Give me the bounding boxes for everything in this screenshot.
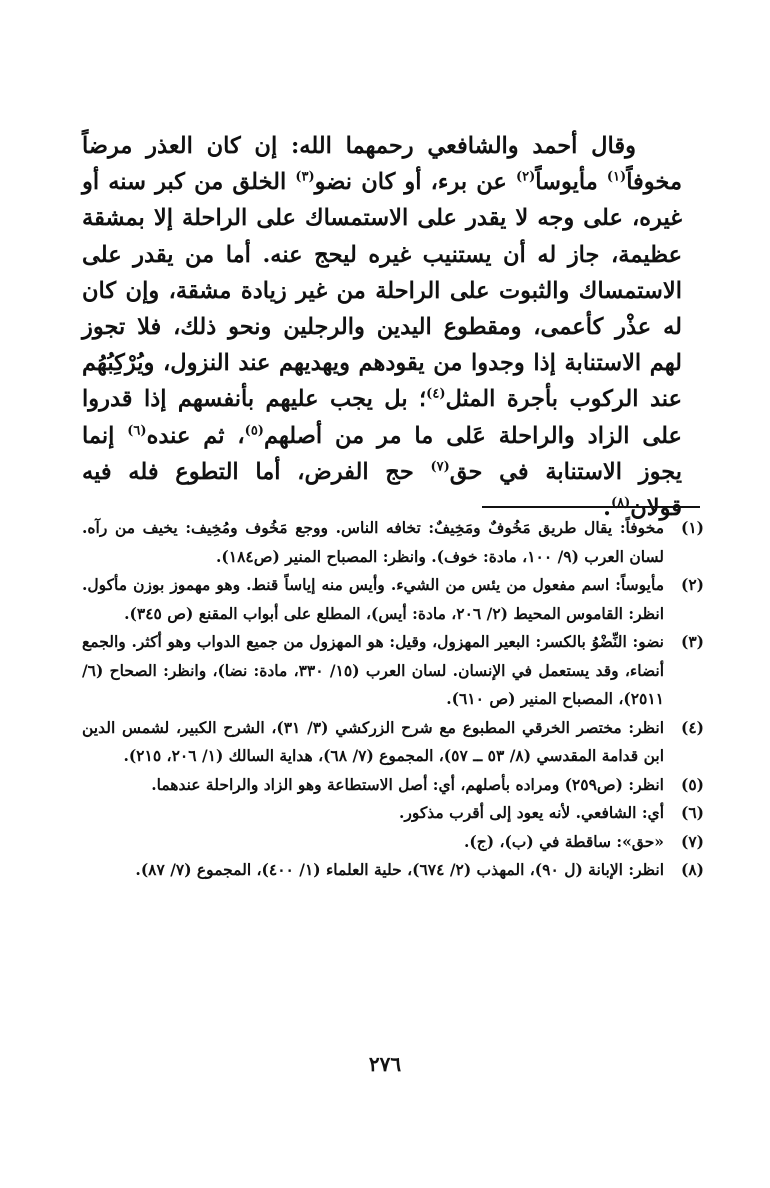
footnote-number: (١) — [680, 518, 704, 537]
footnote-ref-7: (٧) — [430, 459, 450, 475]
footnote-body: اسم مفعول من يئس من الشيء. وأيس منه إياساً قنط. وهو مهموز بوزن مأكول. انظر: القاموس المحيط (٢/ ٢٠٦، مادة: أيس)، المطلع على أبواب المقنع (ص ٣٤٥). — [82, 575, 664, 623]
text-segment: مأيوساً — [535, 169, 607, 196]
footnote-text — [82, 628, 664, 714]
footnote-body: النِّضْوُ بالكسر: البعير المهزول، وقيل: هو المهزول من جميع الدواب وهو أكثر. والجمع أنضاء، وقد يستعمل في الإنسان. لسان العرب (١٥/ ٣٣٠، مادة: نضا)، وانظر: الصحاح (٦/ ٢٥١١)، المصباح المنير (ص ٦١٠). — [82, 632, 665, 708]
footnote-text — [82, 571, 664, 628]
text-segment: عن برء، أو كان نضو — [314, 169, 516, 196]
footnote-body: انظر: (ص٢٥٩) ومراده بأصلهم، أي: أصل الاستطاعة وهو الزاد والراحلة عندهما. — [151, 774, 664, 794]
footnote-body: «حق»: ساقطة في (ب)، (ج). — [464, 831, 664, 851]
footnote-text — [82, 799, 664, 828]
footnote-number: (٦) — [680, 803, 704, 822]
footnote-text — [82, 828, 664, 857]
footnote-term: نضو: — [632, 632, 664, 651]
footnote-number: (٤) — [680, 717, 704, 737]
footnote-item — [82, 514, 704, 571]
text-segment: ؛ بل يجب عليهم بأنفسهم إذا قدروا على الزاد والراحلة عَلى ما مر من أصلهم — [82, 386, 682, 449]
footnote-number: (٨) — [680, 860, 704, 879]
footnote-item — [82, 771, 704, 800]
footnote-number: (٥) — [680, 774, 704, 794]
footnote-item — [82, 799, 704, 828]
footnote-body: أي: الشافعي. لأنه يعود إلى أقرب مذكور. — [399, 803, 664, 822]
footnote-ref-8: (٨) — [610, 495, 631, 511]
footnote-divider — [482, 506, 700, 508]
footnote-body: انظر: الإبانة (ل ٩٠)، المهذب (٢/ ٦٧٤)، حلية العلماء (١/ ٤٠٠)، المجموع (٧/ ٨٧). — [135, 860, 664, 879]
text-segment: إنما يجوز الاستنابة في حق — [82, 422, 682, 485]
footnote-item — [82, 856, 704, 885]
footnote-ref-3: (٣) — [295, 169, 315, 185]
paragraph-text — [82, 128, 682, 526]
footnote-ref-2: (٢) — [515, 169, 536, 185]
footnote-body: يقال طريق مَخُوفٌ ومَخِيفٌ: تخافه الناس. ووجع مَخُوف ومُخِيف: يخيف من رآه. لسان العرب (٩/ ١٠٠، مادة: خوف). وانظر: المصباح المنير (ص١٨٤). — [82, 518, 664, 566]
text-segment: وقال أحمد والشافعي رحمهما الله: إن كان العذر مرضاً مخوفاً — [82, 133, 682, 196]
footnote-text — [82, 771, 664, 800]
footnote-number: (٣) — [680, 632, 704, 651]
text-segment: حج الفرض، أما التطوع فله فيه قولان — [82, 458, 682, 522]
footnote-ref-4: (٤) — [426, 386, 446, 402]
footnote-body: انظر: مختصر الخرقي المطبوع مع شرح الزركشي (٣/ ٣١)، الشرح الكبير، لشمس الدين ابن قدامة المقدسي (٨/ ٥٣ ــ ٥٧)، المجموع (٧/ ٦٨)، هداية السالك (١/ ٢٠٦، ٢١٥). — [82, 717, 665, 765]
text-segment: . — [603, 495, 611, 522]
text-segment: ، ثم عنده — [146, 422, 245, 449]
footnote-number: (٢) — [680, 575, 704, 594]
text-segment: الخلق من كبر سنه أو غيره، على وجه لا يقدر على الاستمساك على الراحلة إلا بمشقة عظيمة، جاز له أن يستنيب غيره ليحج عنه. أما من يقدر على الاستمساك والثبوت على الراحلة من غير زيادة مشقة، وإن كان له عذْر كأعمى، ومقطوع اليدين والرجلين ونحو ذلك، فلا تجوز لهم الاستنابة إذا وجدوا من يقودهم ويهديهم عند النزول، ويُرْكِبُهُم عند الركوب بأجرة المثل — [82, 169, 682, 413]
footnote-text — [82, 856, 664, 885]
footnote-ref-5: (٥) — [244, 423, 264, 439]
main-paragraph — [82, 128, 682, 526]
footnote-item — [82, 571, 704, 628]
footnote-item — [82, 828, 704, 857]
footnotes-section — [82, 514, 704, 885]
footnote-item — [82, 714, 704, 771]
footnote-number: (٧) — [680, 831, 704, 851]
page-number: ٢٧٦ — [368, 1052, 402, 1076]
footnote-text — [82, 714, 664, 771]
footnote-text — [82, 514, 664, 571]
footnote-item — [82, 628, 704, 714]
footnote-term: مأيوساً: — [615, 575, 664, 594]
footnote-term: مخوفاً: — [619, 518, 664, 537]
footnote-ref-6: (٦) — [127, 423, 147, 439]
footnote-ref-1: (١) — [606, 169, 627, 185]
